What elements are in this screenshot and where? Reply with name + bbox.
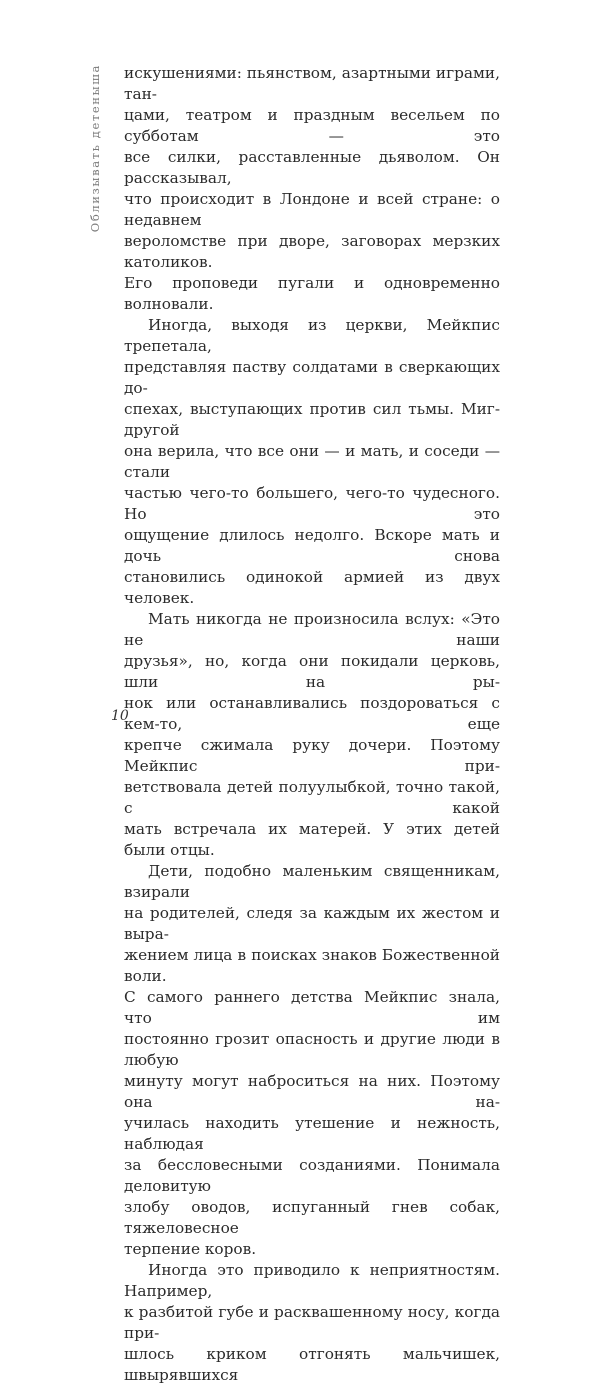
paragraph bbox=[124, 861, 500, 1260]
running-head: Облизывать детеныша bbox=[88, 64, 102, 233]
text-line: жением лица в поисках знаков Божественной воли. bbox=[124, 946, 500, 985]
paragraph bbox=[124, 315, 500, 609]
text-line: С самого раннего детства Мейкпис знала, что им bbox=[124, 988, 500, 1027]
text-line: Иногда это приводило к неприятностям. Например, bbox=[124, 1261, 500, 1300]
text-line: на родителей, следя за каждым их жестом и выра- bbox=[124, 904, 500, 943]
text-line: ветствовала детей полуулыбкой, точно такой, с какой bbox=[124, 778, 500, 817]
text-line: постоянно грозит опасность и другие люди в любую bbox=[124, 1030, 500, 1069]
text-line: шлось криком отгонять мальчишек, швырявшихся bbox=[124, 1345, 500, 1384]
text-line: училась находить утешение и нежность, наблюдая bbox=[124, 1114, 500, 1153]
text-line: частью чего-то большего, чего-то чудесного. Но это bbox=[124, 484, 500, 523]
text-line: что происходит в Лондоне и всей стране: о недавнем bbox=[124, 190, 500, 229]
page-number: 10 bbox=[111, 708, 129, 724]
text-line: Его проповеди пугали и одновременно волновали. bbox=[124, 274, 500, 313]
text-line: злобу оводов, испуганный гнев собак, тяжеловесное bbox=[124, 1198, 500, 1237]
paragraph bbox=[124, 63, 500, 315]
text-line: минуту могут наброситься на них. Поэтому она на- bbox=[124, 1072, 500, 1111]
paragraph bbox=[124, 609, 500, 861]
text-line: мать встречала их матерей. У этих детей были отцы. bbox=[124, 820, 500, 859]
body-text bbox=[124, 63, 500, 1386]
text-line: за бессловесными созданиями. Понимала деловитую bbox=[124, 1156, 500, 1195]
text-line: становились одинокой армией из двух человек. bbox=[124, 568, 500, 607]
text-line: крепче сжимала руку дочери. Поэтому Мейкпис при- bbox=[124, 736, 500, 775]
text-line: нок или останавливались поздороваться с кем-то, еще bbox=[124, 694, 500, 733]
paragraph bbox=[124, 1260, 500, 1386]
text-line: ощущение длилось недолго. Вскоре мать и дочь снова bbox=[124, 526, 500, 565]
text-line: представляя паству солдатами в сверкающих до- bbox=[124, 358, 500, 397]
text-line: Мать никогда не произносила вслух: «Это не наши bbox=[124, 610, 500, 649]
text-line: Дети, подобно маленьким священникам, взирали bbox=[124, 862, 500, 901]
text-line: к разбитой губе и расквашенному носу, когда при- bbox=[124, 1303, 500, 1342]
text-line: терпение коров. bbox=[124, 1240, 257, 1258]
text-line: все силки, расставленные дьяволом. Он рассказывал, bbox=[124, 148, 500, 187]
text-line: Иногда, выходя из церкви, Мейкпис трепетала, bbox=[124, 316, 500, 355]
text-line: вероломстве при дворе, заговорах мерзких католиков. bbox=[124, 232, 500, 271]
text-line: спехах, выступающих против сил тьмы. Миг-другой bbox=[124, 400, 500, 439]
text-line: друзья», но, когда они покидали церковь, шли на ры- bbox=[124, 652, 500, 691]
text-line: цами, театром и праздным весельем по субботам — это bbox=[124, 106, 500, 145]
text-line: искушениями: пьянством, азартными играми, тан- bbox=[124, 64, 500, 103]
text-line: она верила, что все они — и мать, и соседи — стали bbox=[124, 442, 500, 481]
